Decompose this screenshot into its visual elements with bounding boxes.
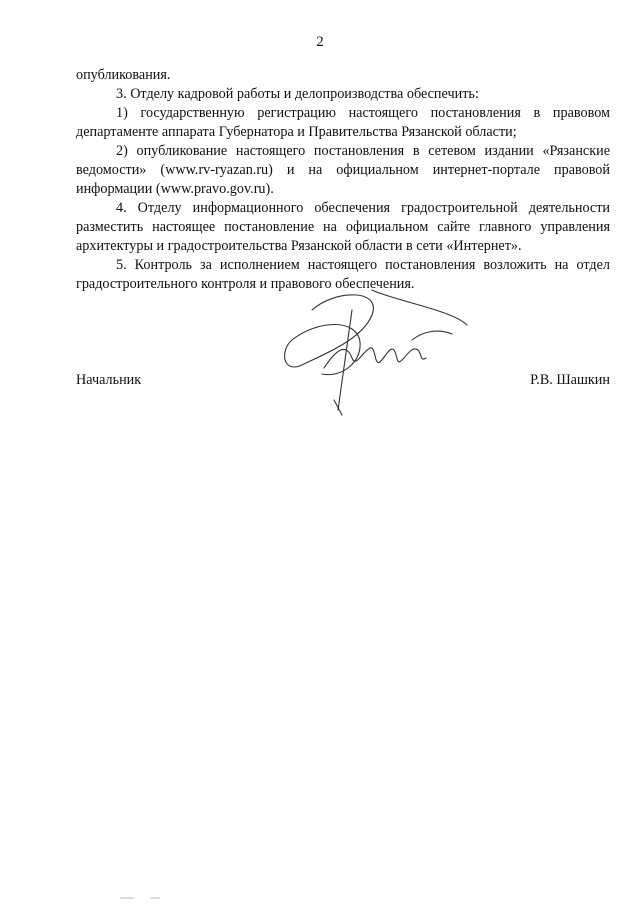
- paragraph-item-5: 5. Контроль за исполнением настоящего постановления возложить на отдел градостроительного контроля и правового обеспечения.: [76, 257, 610, 292]
- document-body: [76, 66, 610, 294]
- paragraph-subitem-2: 2) опубликование настоящего постановления в сетевом издании «Рязанские ведомости» (www.rv-ryazan.ru) и на официальном интернет-портале правовой информации (www.pravo.gov.ru).: [76, 143, 610, 197]
- scan-artifact: [120, 896, 180, 900]
- signatory-name: Р.В. Шашкин: [530, 372, 610, 388]
- paragraph-item-3: 3. Отделу кадровой работы и делопроизводства обеспечить:: [116, 86, 479, 102]
- signature-block: [76, 372, 610, 392]
- paragraph-subitem-1: 1) государственную регистрацию настоящего постановления в правовом департаменте аппарата Губернатора и Правительства Рязанской области;: [76, 105, 610, 140]
- signatory-position: Начальник: [76, 372, 142, 388]
- handwritten-signature: [262, 270, 482, 420]
- page-number: 2: [316, 34, 324, 50]
- paragraph-item-4: 4. Отделу информационного обеспечения градостроительной деятельности разместить настоящее постановление на официальном сайте главного управления архитектуры и градостроительства Рязанской области в сети «Интернет».: [76, 200, 610, 254]
- paragraph-continuation: опубликования.: [76, 67, 171, 83]
